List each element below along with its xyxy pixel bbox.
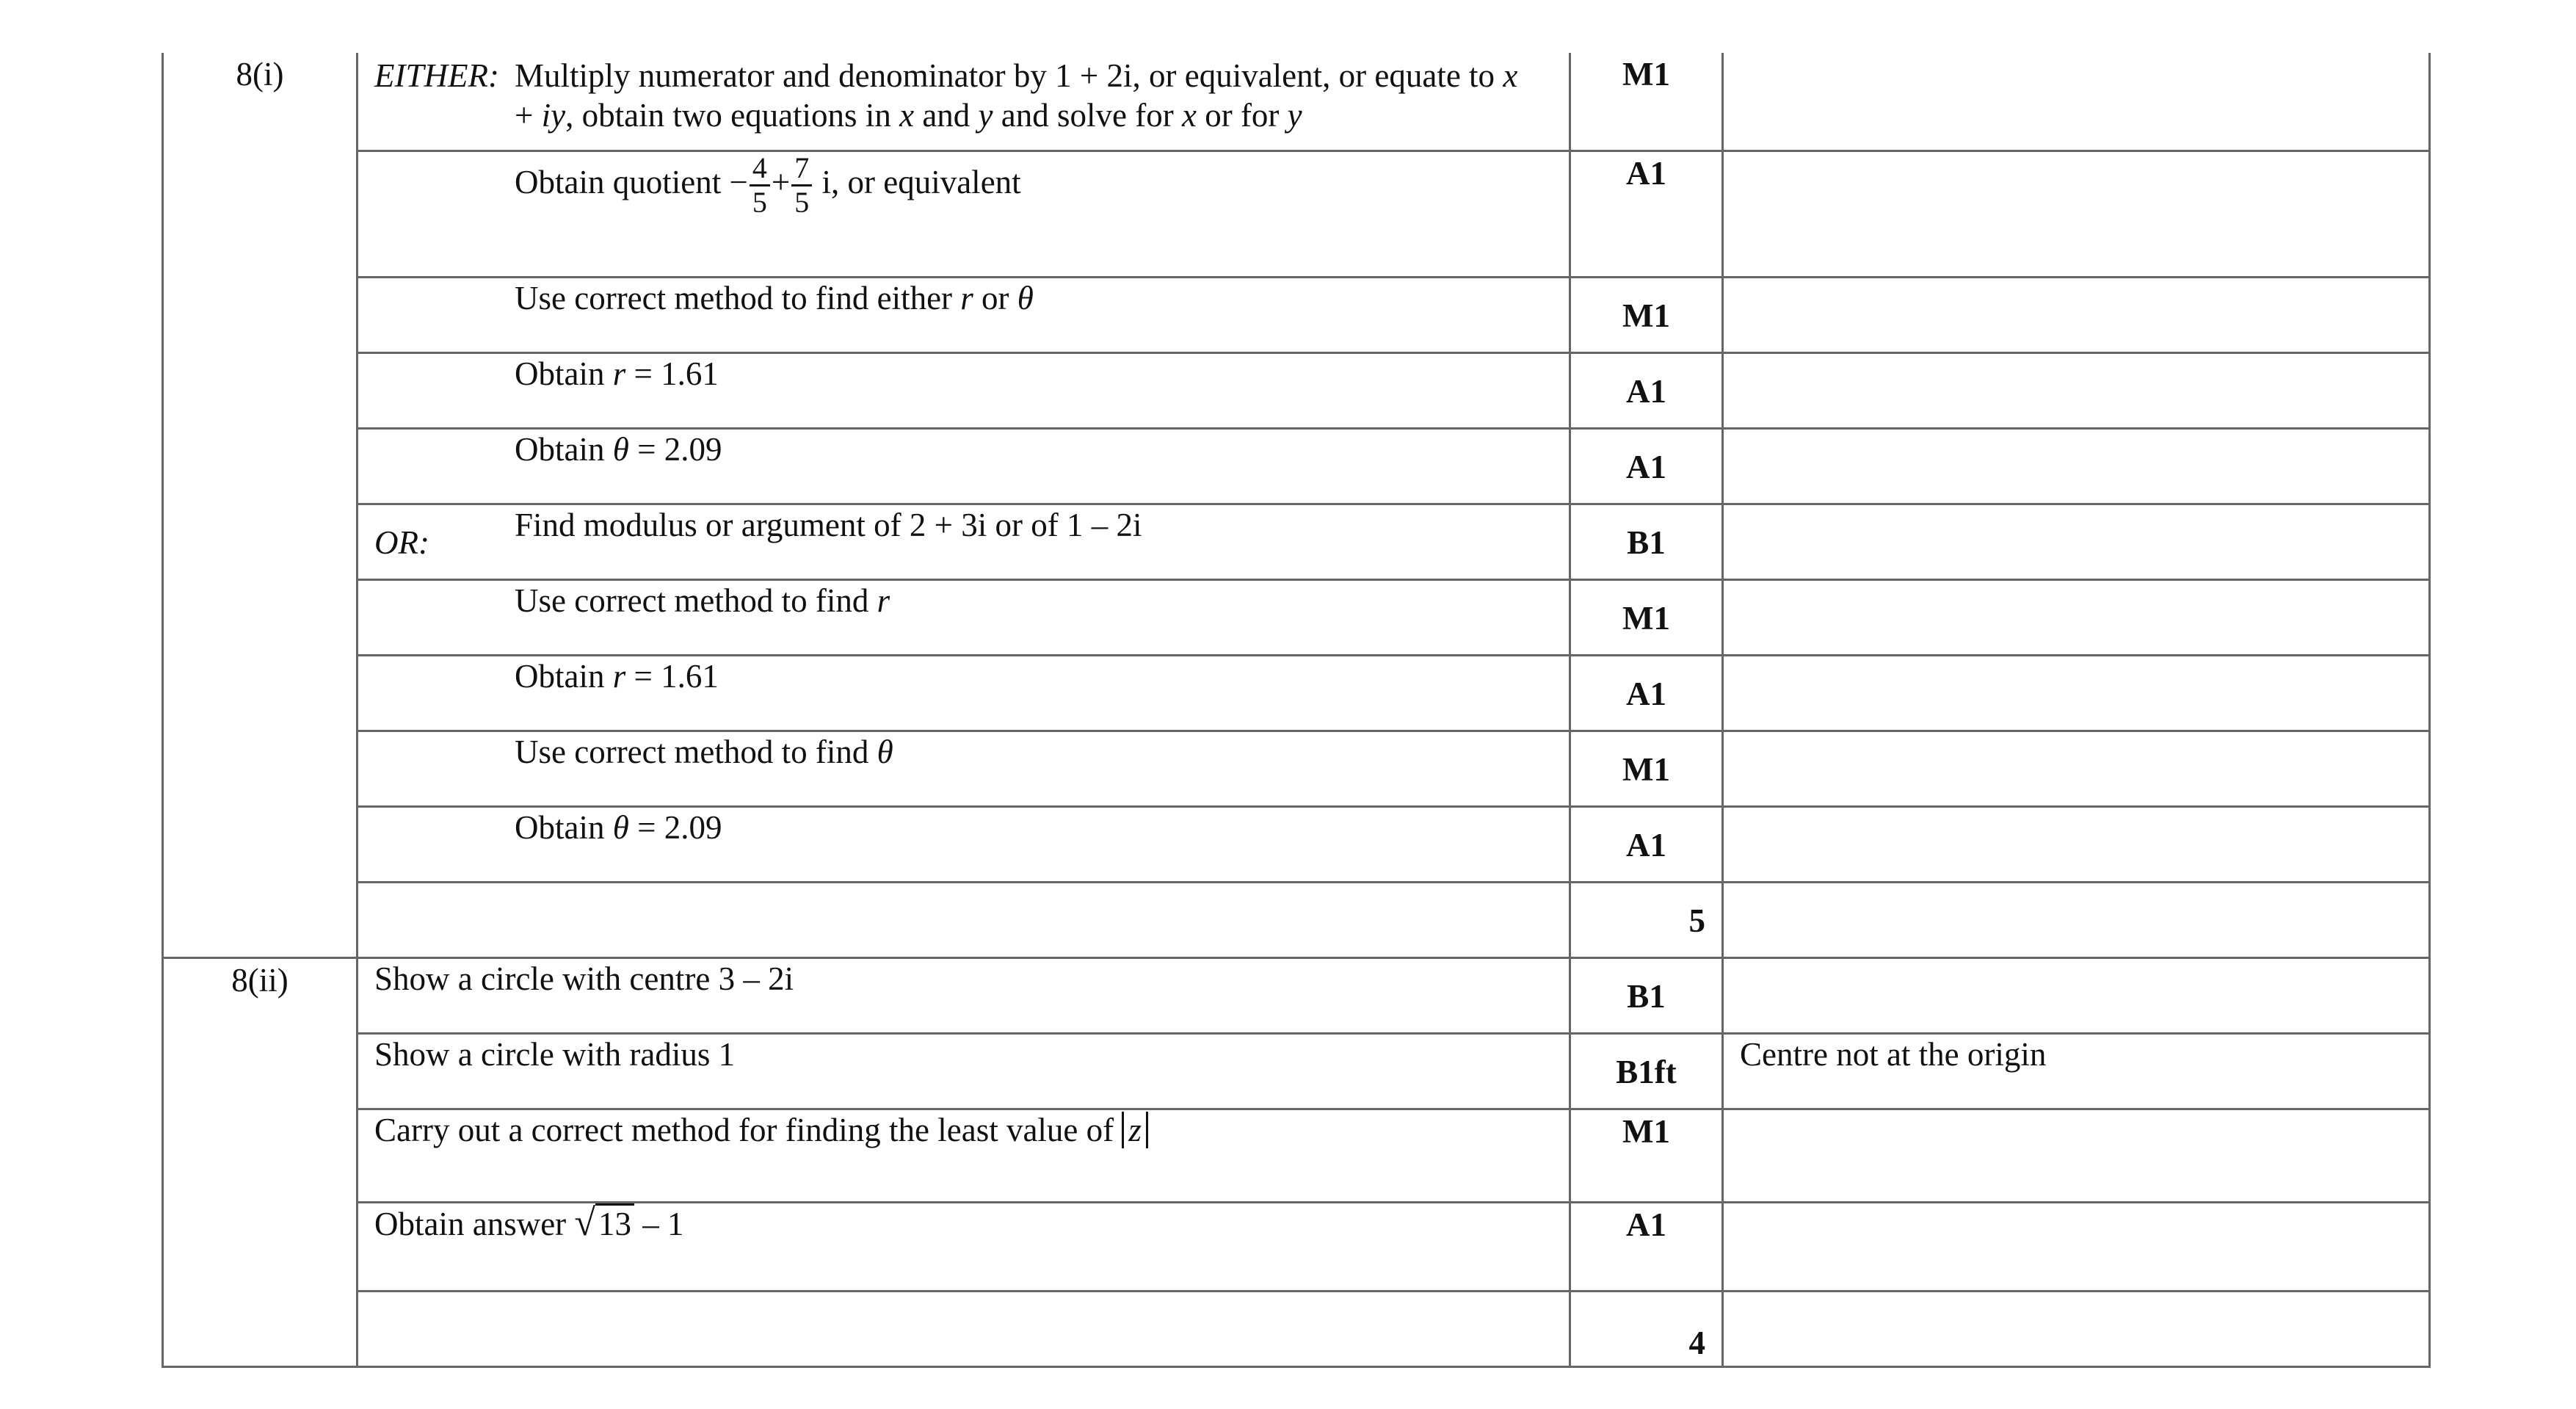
question-number-8ii: 8(ii) xyxy=(163,957,358,1366)
table-row xyxy=(163,1109,2430,1202)
mark-cell: A1 xyxy=(1570,151,1723,277)
answer-line: Multiply numerator and denominator by 1 + 2i, or equivalent, or equate to x xyxy=(515,57,1518,94)
guidance-cell xyxy=(1723,1291,2430,1366)
answer-cell: Obtain r = 1.61 xyxy=(358,655,1570,731)
mark-scheme-table xyxy=(162,53,2431,1368)
answer-line: + iy, obtain two equations in x and y and solve for x or for y xyxy=(515,97,1302,134)
guidance-cell xyxy=(1723,579,2430,655)
table-row xyxy=(163,579,2430,655)
guidance-cell xyxy=(1723,277,2430,352)
total-mark-8ii: 4 xyxy=(1570,1291,1723,1366)
mark-cell: B1 xyxy=(1570,957,1723,1033)
guidance-cell xyxy=(1723,1109,2430,1202)
guidance-cell xyxy=(1723,655,2430,731)
table-row xyxy=(163,806,2430,882)
guidance-cell xyxy=(1723,1202,2430,1291)
table-row xyxy=(163,1033,2430,1109)
modulus-z: z xyxy=(1122,1112,1148,1148)
table-row xyxy=(163,428,2430,504)
mark-cell: A1 xyxy=(1570,655,1723,731)
table-row xyxy=(163,53,2430,151)
mark-cell: M1 xyxy=(1570,53,1723,151)
mark-cell: A1 xyxy=(1570,806,1723,882)
table-row xyxy=(163,352,2430,428)
total-mark-8i: 5 xyxy=(1570,882,1723,957)
fraction: $\frac{7}{5}$ xyxy=(791,152,812,219)
guidance-cell xyxy=(1723,352,2430,428)
guidance-cell xyxy=(1723,504,2430,579)
table-row xyxy=(163,655,2430,731)
table-row xyxy=(163,277,2430,352)
answer-cell: Use correct method to find either r or θ xyxy=(358,277,1570,352)
mark-cell: M1 xyxy=(1570,1109,1723,1202)
fraction: $\frac{4}{5}$ xyxy=(750,152,770,219)
mark-cell: M1 xyxy=(1570,579,1723,655)
answer-cell: Obtain answer √13 – 1 xyxy=(358,1202,1570,1291)
guidance-cell xyxy=(1723,428,2430,504)
square-root: √13 xyxy=(574,1203,634,1244)
guidance-cell xyxy=(1723,806,2430,882)
answer-cell xyxy=(358,1291,1570,1366)
table-row xyxy=(163,957,2430,1033)
answer-cell xyxy=(358,882,1570,957)
answer-cell xyxy=(358,53,1570,151)
answer-cell: Use correct method to find θ xyxy=(358,731,1570,806)
or-label: OR: xyxy=(374,524,429,561)
mark-cell: M1 xyxy=(1570,277,1723,352)
answer-cell: Show a circle with centre 3 – 2i xyxy=(358,957,1570,1033)
guidance-cell: Centre not at the origin xyxy=(1723,1033,2430,1109)
answer-cell: Carry out a correct method for finding the least value of z xyxy=(358,1109,1570,1202)
table-row xyxy=(163,1291,2430,1366)
either-label: EITHER: xyxy=(374,57,499,94)
guidance-cell xyxy=(1723,882,2430,957)
mark-cell: M1 xyxy=(1570,731,1723,806)
guidance-cell xyxy=(1723,151,2430,277)
question-number-8i: 8(i) xyxy=(163,53,358,957)
mark-cell: A1 xyxy=(1570,428,1723,504)
mark-cell: B1 xyxy=(1570,504,1723,579)
table-row xyxy=(163,1202,2430,1291)
table-row xyxy=(163,504,2430,579)
table-row xyxy=(163,151,2430,277)
answer-cell: Use correct method to find r xyxy=(358,579,1570,655)
answer-cell: OR: Find modulus or argument of 2 + 3i or of 1 – 2i xyxy=(358,504,1570,579)
guidance-cell xyxy=(1723,731,2430,806)
answer-cell: Obtain quotient − $\frac{4}{5}$ + $\frac{7}{5}$ i, or equivalent xyxy=(358,151,1570,277)
answer-cell: Obtain θ = 2.09 xyxy=(358,428,1570,504)
answer-cell: Show a circle with radius 1 xyxy=(358,1033,1570,1109)
guidance-cell xyxy=(1723,957,2430,1033)
guidance-cell xyxy=(1723,53,2430,151)
mark-cell: A1 xyxy=(1570,1202,1723,1291)
table-row xyxy=(163,882,2430,957)
answer-cell: Obtain θ = 2.09 xyxy=(358,806,1570,882)
answer-cell: Obtain r = 1.61 xyxy=(358,352,1570,428)
table-row xyxy=(163,731,2430,806)
mark-cell: B1ft xyxy=(1570,1033,1723,1109)
mark-cell: A1 xyxy=(1570,352,1723,428)
